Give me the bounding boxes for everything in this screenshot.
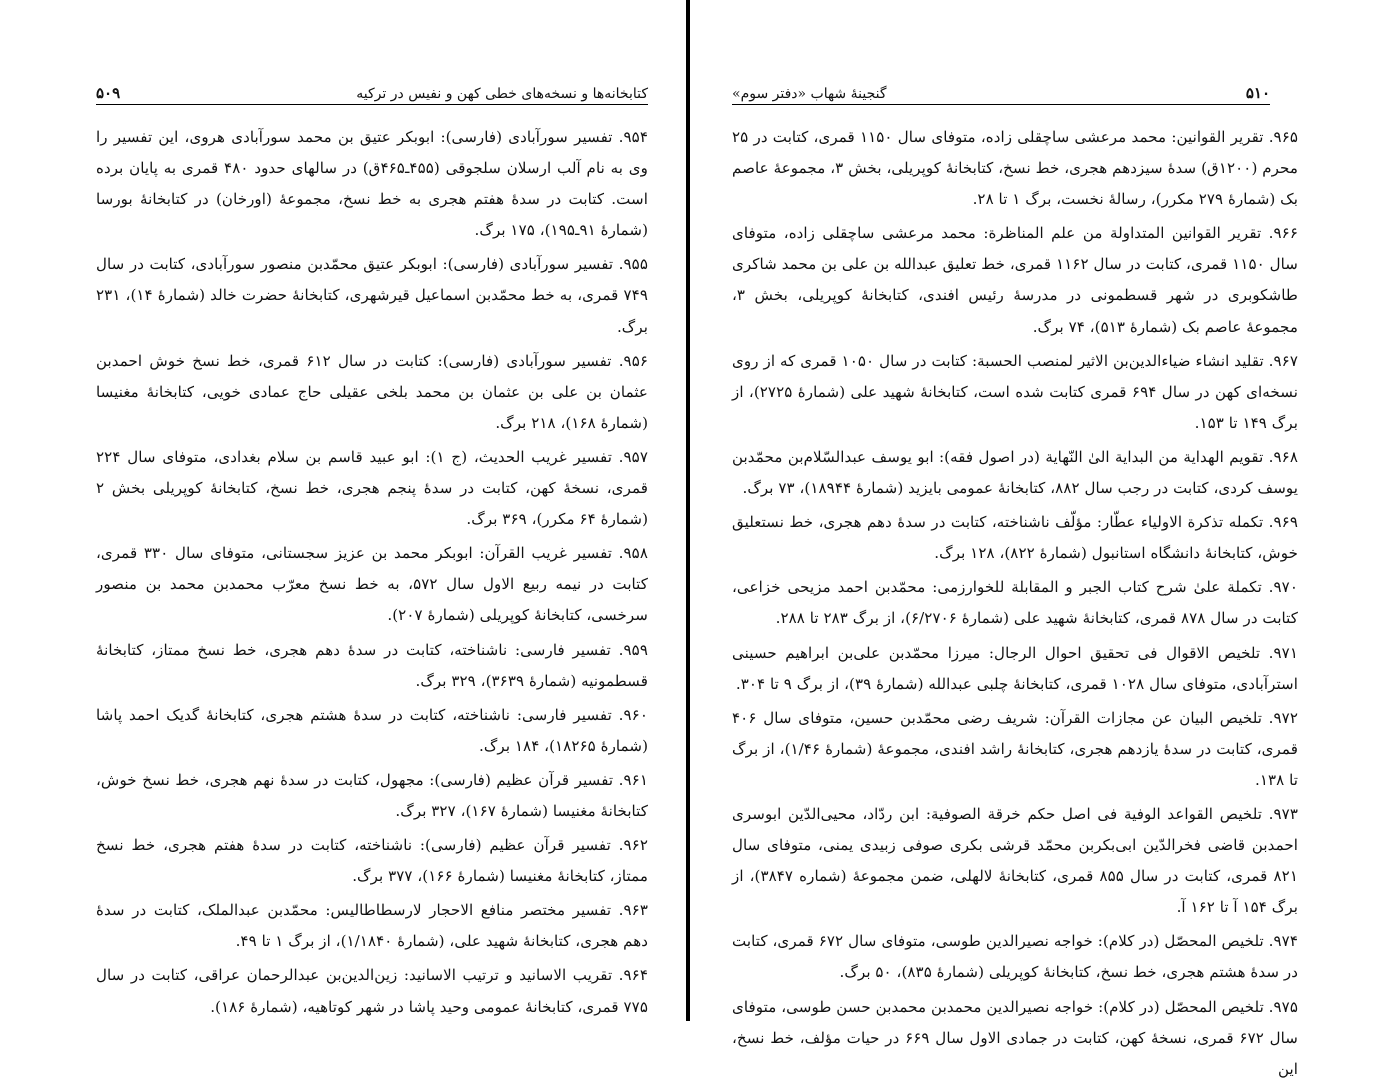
entry-971: ۹۷۱. تلخیص الاقوال فی تحقیق احوال الرجال: میرزا محمّدبن علی‌بن ابراهیم حسینی استرآبادی، متوفای سال ۱۰۲۸ قمری، کتابخانهٔ چلبی عبدالله (شمارهٔ ۳۹)، از برگ ۹ تا ۳۰۴. [732, 643, 1298, 693]
entry-966: ۹۶۶. تقریر القوانین المتداولة من علم المناظرة: محمد مرعشی ساچقلی زاده، متوفای سال ۱۱۵۰ قمری، کتابت در سال ۱۱۶۲ قمری، خط تعلیق عبدالله بن علی بن محمد شاکری طاشکوبری در شهر قسطمونی در مدرسهٔ رئیس افندی، کتابخانهٔ کوپریلی، بخش ۳، مجموعهٔ عاصم بک (شمارهٔ ۵۱۳)، ۷۴ برگ. [732, 224, 1298, 336]
entry-956: ۹۵۶. تفسیر سورآبادی (فارسی): کتابت در سال ۶۱۲ قمری، خط نسخ خوش احمدبن عثمان بن علی بن عثمان بن محمد بلخی عقیلی حاج عمادی خویی، کتابخانهٔ مغنیسا (شمارهٔ ۱۶۸)، ۲۱۸ برگ. [96, 351, 649, 432]
left-running-title: کتابخانه‌ها و نسخه‌های خطی کهن و نفیس در ترکیه [356, 86, 648, 102]
left-header-rule [96, 104, 648, 105]
right-page-header [732, 72, 1270, 102]
entry-975: ۹۷۵. تلخیص المحصّل (در کلام): خواجه نصیرالدین محمدبن محمدبن حسن طوسی، متوفای سال ۶۷۲ قمری، نسخهٔ کهن، کتابت در جمادی الاول سال ۶۶۹ در حیات مؤلف، خط نسخ، این [732, 997, 1298, 1078]
entry-970: ۹۷۰. تکملة علیٰ شرح کتاب الجبر و المقابلة للخوارزمی: محمّدبن احمد مزیحی خزاعی، کتابت در سال ۸۷۸ قمری، کتابخانهٔ شهید علی (شمارهٔ ۶/۲۷۰۶)، از برگ ۲۸۳ تا ۲۸۸. [732, 578, 1298, 628]
entry-972: ۹۷۲. تلخیص البیان عن مجازات القرآن: شریف رضی محمّدبن حسین، متوفای سال ۴۰۶ قمری، کتابت در سدهٔ یازدهم هجری، کتابخانهٔ راشد افندی، مجموعهٔ (شمارهٔ ۱/۴۶)، از برگ تا ۱۳۸. [732, 708, 1298, 789]
right-header-rule [732, 104, 1270, 105]
entry-960: ۹۶۰. تفسیر فارسی: ناشناخته، کتابت در سدهٔ هشتم هجری، کتابخانهٔ گدیک احمد پاشا (شمارهٔ ۱۸۲۶۵)، ۱۸۴ برگ. [96, 705, 648, 755]
entry-973: ۹۷۳. تلخیص القواعد الوفیة فی اصل حکم خرقة الصوفیة: ابن ردّاد، محیی‌الدّین ابوسری احمدبن قاضی فخرالدّین ابی‌بکربن محمّد قرشی بکری صوفی زبیدی یمنی، متوفای سال ۸۲۱ قمری، کتابت در سال ۸۵۵ قمری، کتابخانهٔ لالهلی، ضمن مجموعهٔ (شماره ۳۸۴۷)، از برگ ۱۵۴ آ تا ۱۶۲ آ. [732, 804, 1298, 917]
right-page-number: ۵۱۰ [1245, 84, 1270, 102]
entry-963: ۹۶۳. تفسیر مختصر منافع الاحجار لارسطاطالیس: محمّدبن عبدالملک، کتابت در سدهٔ دهم هجری، کتابخانهٔ شهید علی، (شمارهٔ ۱/۱۸۴۰)، از برگ ۱ تا ۴۹. [96, 901, 648, 951]
left-page-body [96, 122, 648, 1026]
right-page [692, 0, 1374, 1078]
entry-965: ۹۶۵. تقریر القوانین: محمد مرعشی ساچقلی زاده، متوفای سال ۱۱۵۰ قمری، کتابت در ۲۵ محرم (۱۲۰۰ق) سدهٔ سیزدهم هجری، خط نسخ، کتابخانهٔ کوپریلی، بخش ۳، مجموعهٔ عاصم بک (شمارهٔ ۲۷۹ مکرر)، رسالهٔ نخست، برگ ۱ تا ۲۸. [732, 128, 1299, 209]
entry-968: ۹۶۸. تقویم الهدایة من البدایة الیٰ النّهایة (در اصول فقه): ابو یوسف عبدالسّلام‌بن محمّدبن یوسف کردی، کتابت در رجب سال ۸۸۲، کتابخانهٔ عمومی بایزید (شمارهٔ ۱۸۹۴۴)، ۷۳ برگ. [732, 447, 1298, 498]
left-page-header [96, 72, 648, 102]
entry-957: ۹۵۷. تفسیر غریب الحدیث، (ج ۱): ابو عبید قاسم بن سلام بغدادی، متوفای سال ۲۲۴ قمری، نسخهٔ کهن، کتابت در سدهٔ پنجم هجری، خط نسخ، کتابخانهٔ کوپریلی بخش ۲ (شمارهٔ ۶۴ مکرر)، ۳۶۹ برگ. [96, 447, 648, 529]
left-page-number: ۵۰۹ [96, 84, 121, 102]
right-page-body [732, 122, 1298, 1088]
book-gutter-divider [686, 0, 690, 1021]
entry-969: ۹۶۹. تکمله تذکرة الاولیاء عطّار: مؤلّف ناشناخته، کتابت در سدهٔ دهم هجری، خط نستعلیق خوش، کتابخانهٔ دانشگاه استانبول (شمارهٔ ۸۲۲)، ۱۲۸ برگ. [732, 513, 1298, 563]
entry-964: ۹۶۴. تقریب الاسانید و ترتیب الاسانید: زین‌الدین‌بن عبدالرحمان عراقی، کتابت در سال ۷۷۵ قمری، کتابخانهٔ عمومی وحید پاشا در شهر کوتاهیه، (شمارهٔ ۱۸۶). [96, 966, 648, 1016]
right-running-title: گنجینهٔ شهاب «دفتر سوم» [732, 86, 887, 102]
entry-961: ۹۶۱. تفسیر قرآن عظیم (فارسی): مجهول، کتابت در سدهٔ نهم هجری، خط نسخ خوش، کتابخانهٔ مغنیسا (شمارهٔ ۱۶۷)، ۳۲۷ برگ. [96, 770, 648, 820]
entry-959: ۹۵۹. تفسیر فارسی: ناشناخته، کتابت در سدهٔ دهم هجری، خط نسخ ممتاز، کتابخانهٔ قسطمونیه (شمارهٔ ۳۶۳۹)، ۳۲۹ برگ. [96, 640, 648, 690]
entry-955: ۹۵۵. تفسیر سورآبادی (فارسی): ابوبکر عتیق محمّدبن منصور سورآبادی، کتابت در سال ۷۴۹ قمری، به خط محمّدبن اسماعیل قیرشهری، کتابخانهٔ حضرت خالد (شمارهٔ ۱۴)، ۲۳۱ برگ. [96, 255, 648, 336]
entry-974: ۹۷۴. تلخیص المحصّل (در کلام): خواجه نصیرالدین طوسی، متوفای سال ۶۷۲ قمری، کتابت در سدهٔ هشتم هجری، خط نسخ، کتابخانهٔ کوپریلی (شمارهٔ ۸۳۵)، ۵۰ برگ. [732, 932, 1298, 982]
entry-958: ۹۵۸. تفسیر غریب القرآن: ابوبکر محمد بن عزیز سجستانی، متوفای سال ۳۳۰ قمری، کتابت در نیمه ربیع الاول سال ۵۷۲، به خط نسخ معرّب محمدبن محمد بن منصور سرخسی، کتابخانهٔ کوپریلی (شمارهٔ ۲۰۷). [96, 544, 648, 625]
entry-967: ۹۶۷. تقلید انشاء ضیاءالدین‌بن الاثیر لمنصب الحسبة: کتابت در سال ۱۰۵۰ قمری که از روی نسخه‌ای کهن در سال ۶۹۴ قمری کتابت شده است، کتابخانهٔ شهید علی (شمارهٔ ۲۷۲۵)، از برگ ۱۴۹ تا ۱۵۳. [732, 351, 1299, 432]
entry-954: ۹۵۴. تفسیر سورآبادی (فارسی): ابوبکر عتیق بن محمد سورآبادی هروی، این تفسیر را وی به نام آلب ارسلان سلجوقی (۴۵۵ـ۴۶۵ق) در سالهای حدود ۴۸۰ قمری به پایان برده است. کتابت در سدهٔ هفتم هجری به خط نسخ، مجموعهٔ (اورخان) در کتابخانهٔ بورسا (شمارهٔ ۹۱ـ۱۹۵)، ۱۷۵ برگ. [96, 128, 648, 240]
left-page [0, 0, 686, 1021]
entry-962: ۹۶۲. تفسیر قرآن عظیم (فارسی): ناشناخته، کتابت در سدهٔ هفتم هجری، خط نسخ ممتاز، کتابخانهٔ مغنیسا (شمارهٔ ۱۶۶)، ۳۷۷ برگ. [96, 836, 648, 886]
